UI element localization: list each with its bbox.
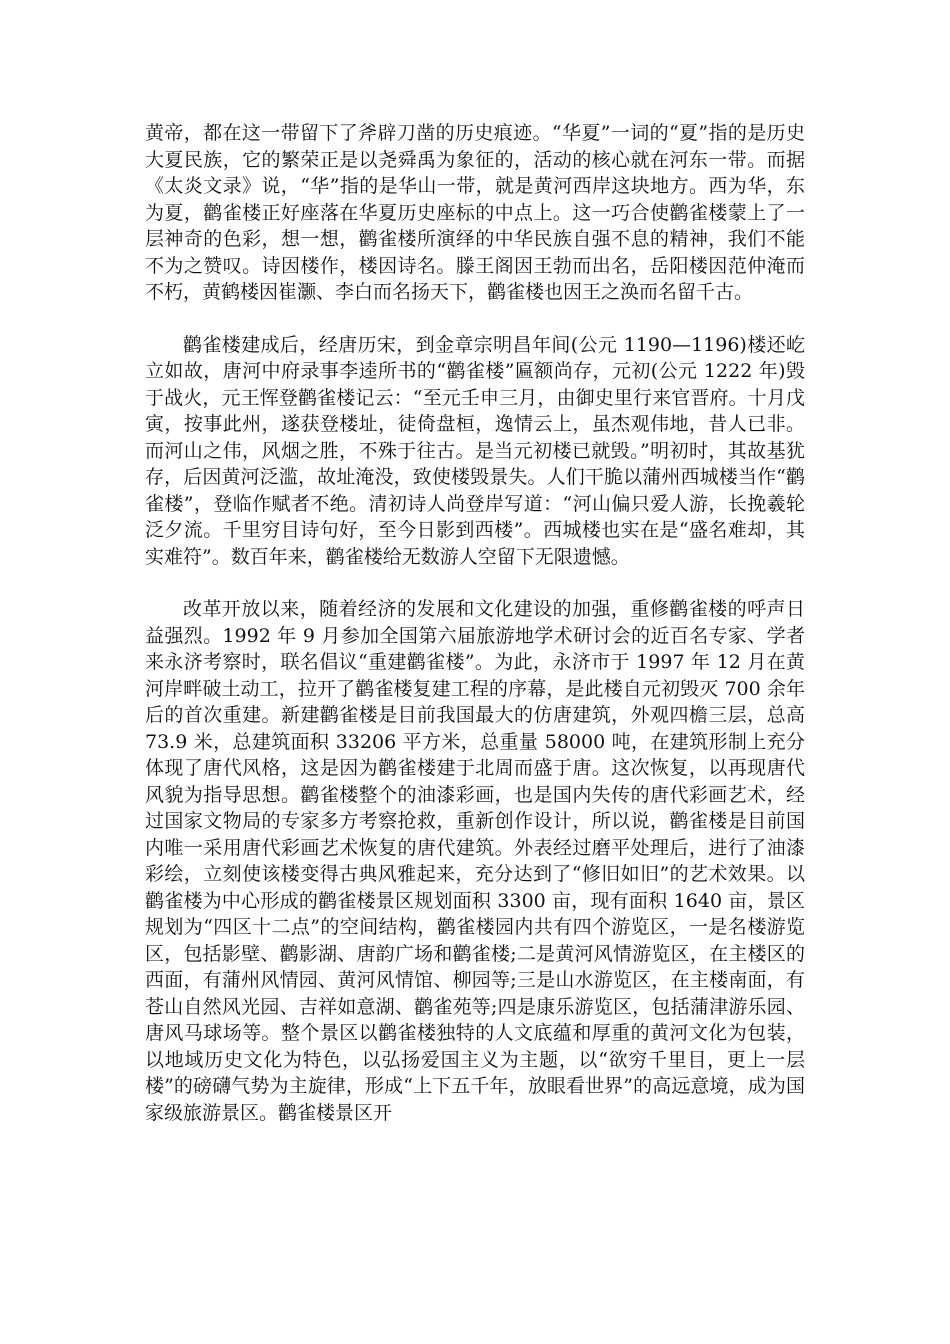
paragraph-1: 黄帝，都在这一带留下了斧辟刀凿的历史痕迹。“华夏”一词的“夏”指的是历史大夏民族，它的繁荣正是以尧舜禹为象征的，活动的核心就在河东一带。而据《太炎文录》说，“华”指的是华山一带，就是黄河西岸这块地方。西为华，东为夏，鹳雀楼正好座落在华夏历史座标的中点上。这一巧合使鹳雀楼蒙上了一层神奇的色彩，想一想，鹳雀楼所演绎的中华民族自强不息的精神，我们不能不为之赞叹。诗因楼作，楼因诗名。滕王阁因王勃而出名，岳阳楼因范仲淹而不朽，黄鹤楼因崔灏、李白而名扬天下，鹳雀楼也因王之涣而名留千古。	[145, 122, 805, 303]
paragraph-2: 鹳雀楼建成后，经唐历宋，到金章宗明昌年间(公元 1190—1196)楼还屹立如故，唐河中府录事李逵所书的“鹳雀楼”匾额尚存，元初(公元 1222 年)毁于战火，元王恽登鹳雀楼记云：“至元壬申三月，由御史里行来官晋府。十月戊寅，按事此州，遂获登楼址，徒倚盘桓，逸情云上，虽杰观伟地，昔人已非。而河山之伟，风烟之胜，不殊于往古。是当元初楼已就毁。”明初时，其故基犹存，后因黄河泛滥，故址淹没，致使楼毁景失。人们干脆以蒲州西城楼当作“鹳雀楼”，登临作赋者不绝。清初诗人尚登岸写道：“河山偏只爱人游，长挽羲轮泛夕流。千里穷目诗句好，至今日影到西楼”。西城楼也实在是“盛名难却，其实难符”。数百年来，鹳雀楼给无数游人空留下无限遗憾。	[145, 333, 805, 568]
document-body	[145, 120, 805, 1152]
paragraph-3: 改革开放以来，随着经济的发展和文化建设的加强，重修鹳雀楼的呼声日益强烈。1992 年 9 月参加全国第六届旅游地学术研讨会的近百名专家、学者来永济考察时，联名倡议“重建鹳雀楼”。为此，永济市于 1997 年 12 月在黄河岸畔破土动工，拉开了鹳雀楼复建工程的序幕，是此楼自元初毁灭 700 余年后的首次重建。新建鹳雀楼是目前我国最大的仿唐建筑，外观四檐三层，总高 73.9 米，总建筑面积 33206 平方米，总重量 58000 吨，在建筑形制上充分体现了唐代风格，这是因为鹳雀楼建于北周而盛于唐。这次恢复，以再现唐代风貌为指导思想。鹳雀楼整个的油漆彩画，也是国内失传的唐代彩画艺术，经过国家文物局的专家多方考察抢救，重新创作设计，所以说，鹳雀楼是目前国内唯一采用唐代彩画艺术恢复的唐代建筑。外表经过磨平处理后，进行了油漆彩绘，立刻使该楼变得古典风雅起来，充分达到了“修旧如旧”的艺术效果。以鹳雀楼为中心形成的鹳雀楼景区规划面积 3300 亩，现有面积 1640 亩，景区规划为“四区十二点”的空间结构，鹳雀楼园内共有四个游览区，一是名楼游览区，包括影壁、鹳影湖、唐韵广场和鹳雀楼;二是黄河风情游览区，在主楼区的西面，有蒲州风情园、黄河风情馆、柳园等;三是山水游览区，在主楼南面，有苍山自然风光园、吉祥如意湖、鹳雀苑等;四是康乐游览区，包括蒲津游乐园、唐风马球场等。整个景区以鹳雀楼独特的人文底蕴和厚重的黄河文化为包装，以地域历史文化为特色，以弘扬爱国主义为主题，以“欲穷千里目，更上一层楼”的磅礴气势为主旋律，形成“上下五千年，放眼看世界”的高远意境，成为国家级旅游景区。鹳雀楼景区开	[145, 598, 805, 1124]
